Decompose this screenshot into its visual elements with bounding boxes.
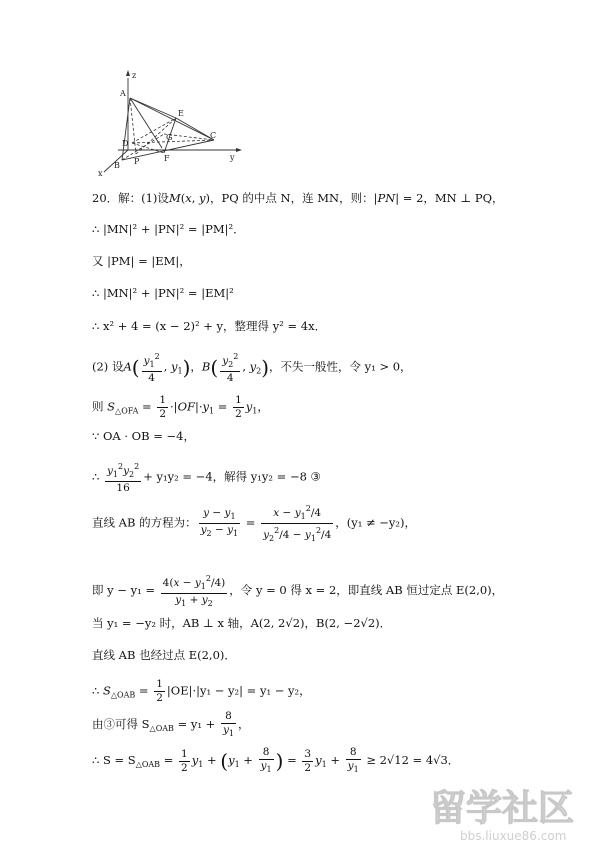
z-arrow-icon [126,70,130,76]
line9-tail: + y₁y₂ = −4，解得 y₁y₂ = −8 ③ [143,469,321,484]
label-c: C [210,131,217,140]
solution-line-6: (2) 设A( $\frac{y_1^2}{4}$ , $y_1$)，B( $\frac{y_2^2}{4}$ , $y_2$)，不失一般性，令 y₁ > 0， [92,352,412,384]
label-y: y [230,153,235,162]
label-z: z [132,71,137,80]
solution-line-8: ∵ OA · OB = −4， [92,429,195,443]
solution-line-13: 直线 AB 也经过点 E(2,0)． [92,648,236,662]
line16-tail: ≥ 2√12 = 4√3． [366,753,460,767]
watermark-logo [420,780,598,848]
label-b: B [114,161,120,170]
line6-prefix: (2) 设 [92,359,124,374]
watermark-title: 留学社区 [430,788,575,829]
line1-mid: ，PQ 的中点 N，连 MN，则： [210,191,374,205]
solution-line-1: 20．解：(1)设M(x, y)，PQ 的中点 N，连 MN，则：|PN| = 2，MN ⊥ PQ， [92,191,504,205]
solution-line-14: ∴ $S_{\triangle OAB}$ = $\frac{1}{2}$ |OE|·|y₁ − y₂| = y₁ − y₂， [92,678,311,704]
label-e: E [178,109,184,118]
line1-prefix: 20．解：(1)设 [92,191,169,205]
line16-eq: = [287,753,301,767]
line11-prefix: 即 y − y₁ = [92,583,155,597]
solution-line-16: ∴ $S = S_{\triangle OAB}$ = $\frac{1}{2}$ $y_1 + (y_1$ + $\frac{8}{y_1}$ ) = $\frac{3}{2}$ $y_1$ + $\frac{8}{y_1}$ ≥ 2√12 = 4√3． [92,746,460,774]
y-arrow-icon [236,148,242,152]
watermark-url: bbs.liuxue86.com [460,829,567,843]
label-a: A [120,89,126,98]
line15-mid: = y₁ + [177,717,216,731]
edge-ec [176,118,217,140]
solution-line-7: 则 $S_{\triangle OFA}$ = $\frac{1}{2}$ $\cdot|OF|\cdot y_1$ = $\frac{1}{2}$ $y_1$， [92,394,269,420]
solution-line-4: ∴ |MN|² + |PN|² = |EM|² [92,286,234,300]
line10-tail: ，(y₁ ≠ −y₂)， [335,515,417,530]
line10-prefix: 直线 AB 的方程为： [92,515,197,530]
label-x: x [98,169,103,178]
solution-line-15: 由③可得 $S_{\triangle OAB} = y_1$ + $\frac{8}{y_1}$ ， [92,710,250,738]
line16-plus: + [330,753,340,767]
line15-prefix: 由③可得 S [92,717,150,731]
line6-tail: ，不失一般性，令 y₁ > 0， [269,359,412,374]
solution-line-3: 又 |PM| = |EM|， [92,254,191,268]
geometry-figure [96,68,246,178]
solution-line-11: 即 y − y₁ = $\frac{4(x - y_1^2/4)}{y_1 + y_2}$ ，令 y = 0 得 x = 2，即直线 AB 恒过定点 E(2,0)， [92,574,504,608]
solution-line-5: ∴ x² + 4 = (x − 2)² + y，整理得 y² = 4x． [92,319,327,333]
line11-tail: ，令 y = 0 得 x = 2，即直线 AB 恒过定点 E(2,0)， [229,583,504,597]
line7-prefix: 则 [92,399,104,414]
solution-line-10: 直线 AB 的方程为： $\frac{y - y_1}{y_2 - y_1}$ = $\frac{x - y_1^2/4}{y_2^2/4 - y_1^2/4}$ ，(y₁ ≠ −y₂)， [92,504,417,543]
label-f: F [164,154,170,163]
line1-tail: ，MN ⊥ PQ， [423,191,504,205]
line16-prefix: ∴ S = S [92,753,136,767]
solution-line-2: ∴ |MN|² + |PN|² = |PM|²． [92,222,245,236]
solution-line-12: 当 y₁ = −y₂ 时，AB ⊥ x 轴，A(2, 2√2)，B(2, −2√2)． [92,616,392,630]
label-p: P [134,157,140,166]
label-g: G [166,133,173,142]
solution-line-9: ∴ $\frac{y_1^2y_2^2}{16}$ + y₁y₂ = −4，解得 y₁y₂ = −8 ③ [92,462,321,494]
line14-tail: |OE|·|y₁ − y₂| = y₁ − y₂， [166,683,311,698]
label-d: D [122,139,129,148]
edge-ab [122,98,130,160]
